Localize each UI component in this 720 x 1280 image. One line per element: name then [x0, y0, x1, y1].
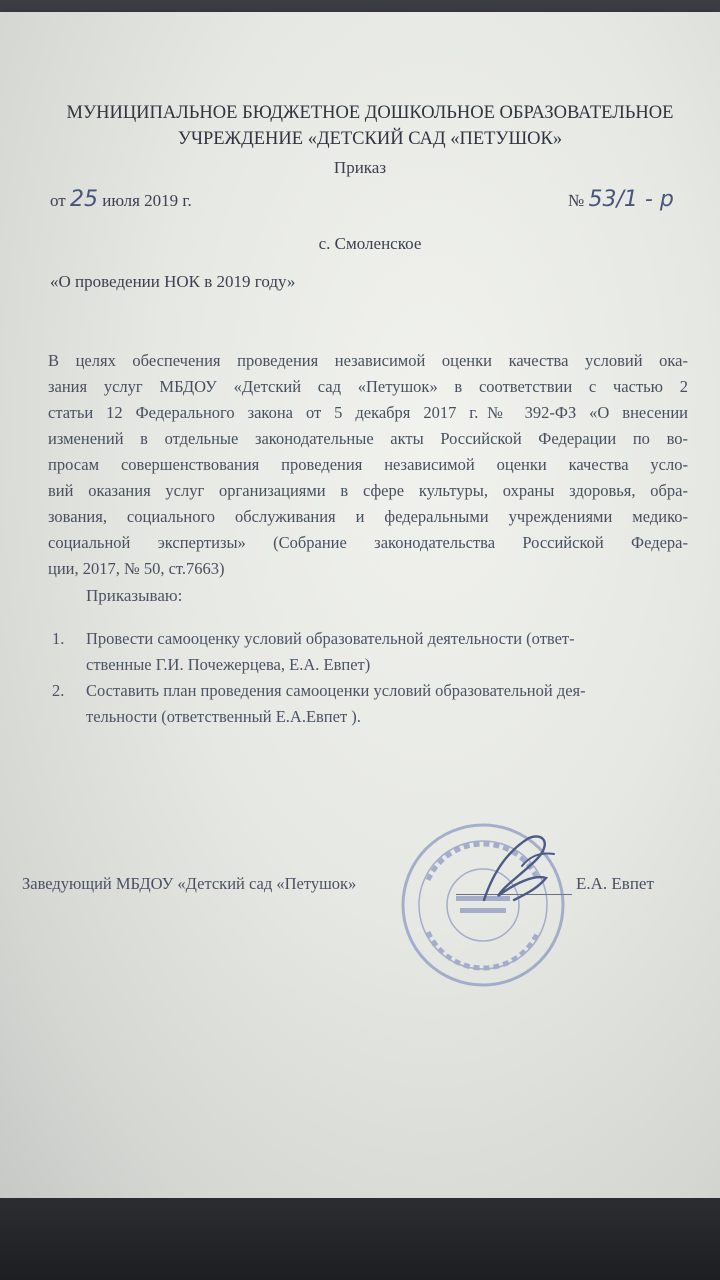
order-subject: «О проведении НОК в 2019 году» [50, 272, 296, 291]
preamble-line: ции, 2017, № 50, ст.7663) [48, 559, 225, 578]
handwritten-day: 25 [69, 187, 98, 212]
date-suffix: июля 2019 г. [102, 191, 192, 210]
order-number [568, 187, 674, 212]
header-line-1: МУНИЦИПАЛЬНОЕ БЮДЖЕТНОЕ ДОШКОЛЬНОЕ ОБРАЗОВАТЕЛЬНОЕ [66, 103, 674, 123]
list-item [52, 626, 692, 678]
list-text: Провести самооценку условий образовательной деятельности (ответ- [86, 629, 575, 648]
order-title: Приказ [333, 158, 387, 177]
background-surface [0, 1198, 720, 1280]
preamble-line: зания услуг МБДОУ «Детский сад «Петушок» в соответствии с частью 2 [48, 377, 688, 396]
preamble-line: вий оказания услуг организациями в сфере культуры, охраны здоровья, обра- [48, 481, 688, 500]
preamble-line: изменений в отдельные законодательные акты Российской Федерации по во- [48, 429, 688, 448]
list-item [52, 678, 692, 730]
decree-heading: Приказываю: [86, 586, 183, 605]
preamble-line: В целях обеспечения проведения независимой оценки качества условий ока- [48, 351, 688, 370]
list-number: 1. [52, 629, 65, 648]
number-prefix: № [568, 191, 585, 210]
list-number: 2. [52, 681, 65, 700]
date-prefix: от [50, 191, 66, 210]
list-text: тельности (ответственный Е.А.Евпет ). [86, 707, 361, 726]
decree-list [52, 626, 692, 730]
preamble-line: просам совершенствования проведения независимой оценки качества усло- [48, 455, 688, 474]
institution-header [40, 100, 700, 152]
order-date [50, 187, 192, 212]
signatory-position: Заведующий МБДОУ «Детский сад «Петушок» [22, 874, 357, 893]
preamble-line: статьи 12 Федерального закона от 5 декабря 2017 г.№ 392-ФЗ «О внесении [48, 403, 688, 422]
preamble-line: зования, социального обслуживания и федеральными учреждениями медико- [48, 507, 688, 526]
preamble-line: социальной экспертизы» (Собрание законодательства Российской Федера- [48, 533, 688, 552]
order-place: с. Смоленское [318, 234, 422, 253]
order-preamble [48, 348, 688, 582]
list-text: ственные Г.И. Почежерцева, Е.А. Евпет) [86, 655, 371, 674]
list-text: Составить план проведения самооценки условий образовательной дея- [86, 681, 586, 700]
document-sheet [0, 12, 720, 1202]
handwritten-signature-icon [474, 830, 564, 910]
signatory-name: Е.А. Евпет [576, 874, 654, 893]
header-line-2: УЧРЕЖДЕНИЕ «ДЕТСКИЙ САД «ПЕТУШОК» [177, 129, 563, 149]
handwritten-number: 53/1 - р [588, 187, 674, 212]
